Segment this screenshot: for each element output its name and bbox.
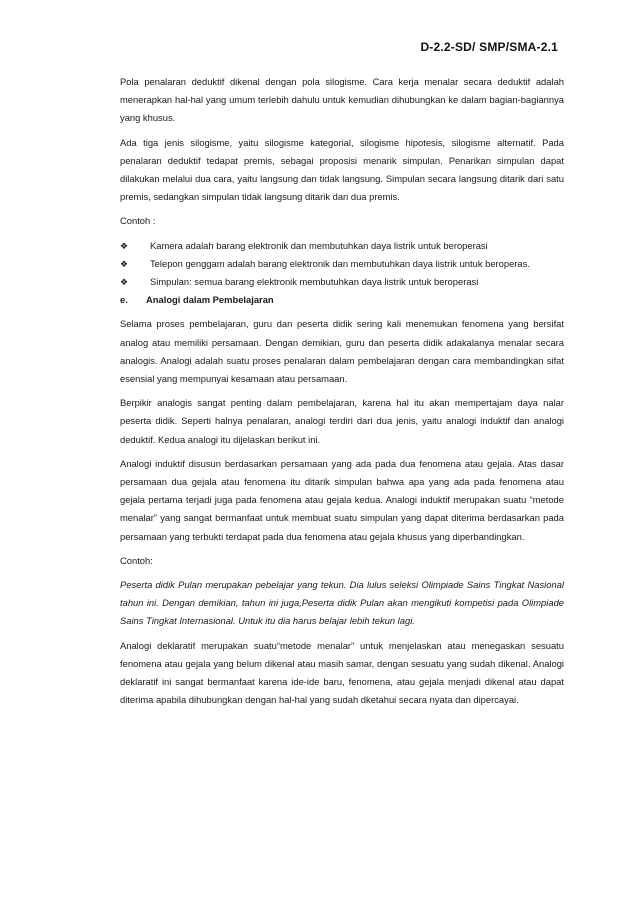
diamond-bullet-icon: ❖ [120,277,129,288]
diamond-bullet-icon: ❖ [120,240,129,251]
bullet-text: Kamera adalah barang elektronik dan membutuhkan daya listrik untuk beroperasi [150,239,488,251]
paragraph-analogi-deklaratif: Analogi deklaratif merupakan suatu“metode menalar” untuk menjelaskan atau menegaskan sesuatu fenomena atau gejala yang belum dikenal atau masih samar, dengan sesuatu yang sudah dikenal. Analogi deklaratif ini sangat bermanfaat karena ide-ide baru, fenomena, atau gejala menjadi dikenal atau dapat diterima apabila dihubungkan dengan hal-hal yang sudah dketahui secara nyata dan dipercayai. [120,639,564,706]
example-label-2: Contoh: [120,554,153,566]
paragraph-intro-1: Pola penalaran deduktif dikenal dengan pola silogisme. Cara kerja menalar secara deduktif adalah menerapkan hal-hal yang umum terlebih dahulu untuk kemudian dihubungkan ke dalam bagian-bagiannya yang khusus. [120,76,564,124]
document-body [120,73,564,716]
paragraph-analogi-1: Selama proses pembelajaran, guru dan peserta didik sering kali menemukan fenomena yang bersifat analog atau memiliki persamaan. Dengan demikian, guru dan peserta didik adakalanya menalar secara analogis. Analogi adalah suatu proses penalaran dalam pembelajaran dengan cara membandingkan sifat esensial yang mempunyai kesamaan atau persamaan. [120,318,564,385]
bullet-text: Telepon genggam adalah barang elektronik dan membutuhkan daya listrik untuk beroperas. [150,257,530,269]
list-item [120,273,564,291]
list-item [120,237,564,255]
example-label: Contoh : [120,215,156,227]
document-code-header: D-2.2-SD/ SMP/SMA-2.1 [420,40,558,54]
section-heading-analogi [120,291,564,309]
section-letter: e. [120,294,128,306]
example-italic-paragraph: Peserta didik Pulan merupakan pebelajar yang tekun. Dia lulus seleksi Olimpiade Sains Tingkat Nasional tahun ini. Dengan demikian, tahun ini juga,Peserta didik Pulan akan mengikuti kompetisi pada Olimpiade Sains Tingkat Internasional. Untuk itu dia harus belajar lebih tekun lagi. [120,579,564,627]
section-title: Analogi dalam Pembelajaran [146,294,274,306]
example-bullet-list [120,237,564,292]
diamond-bullet-icon: ❖ [120,258,129,269]
paragraph-analogi-2: Berpikir analogis sangat penting dalam pembelajaran, karena hal itu akan mempertajam daya nalar peserta didik. Seperti halnya penalaran, analogi terdiri dari dua jenis, yaitu analogi induktif dan analogi deduktif. Kedua analogi itu dijelaskan berikut ini. [120,397,564,445]
bullet-text: Simpulan: semua barang elektronik membutuhkan daya listrik untuk beroperasi [150,276,479,288]
paragraph-analogi-induktif: Analogi induktif disusun berdasarkan persamaan yang ada pada dua fenomena atau gejala. Atas dasar persamaan dua gejala atau fenomena itu ditarik simpulan bahwa apa yang ada pada fenomena atau gejala pertama terjadi juga pada fenomena atau gejala kedua. Analogi induktif merupakan suatu “metode menalar” yang sangat bermanfaat untuk membuat suatu simpulan yang dapat diterima berdasarkan pada persamaan yang terbukti terdapat pada dua fenomena atau gejala khusus yang diperbandingkan. [120,457,564,542]
paragraph-intro-2: Ada tiga jenis silogisme, yaitu silogisme kategorial, silogisme hipotesis, silogisme alternatif. Pada penalaran deduktif tedapat premis, sebagai proposisi menarik simpulan. Penarikan simpulan dapat dilakukan melalui dua cara, yaitu langsung dan tidak langsung. Simpulan secara langsung ditarik dari satu premis, sedangkan simpulan tidak langsung ditarik dari dua premis. [120,136,564,203]
list-item [120,255,564,273]
